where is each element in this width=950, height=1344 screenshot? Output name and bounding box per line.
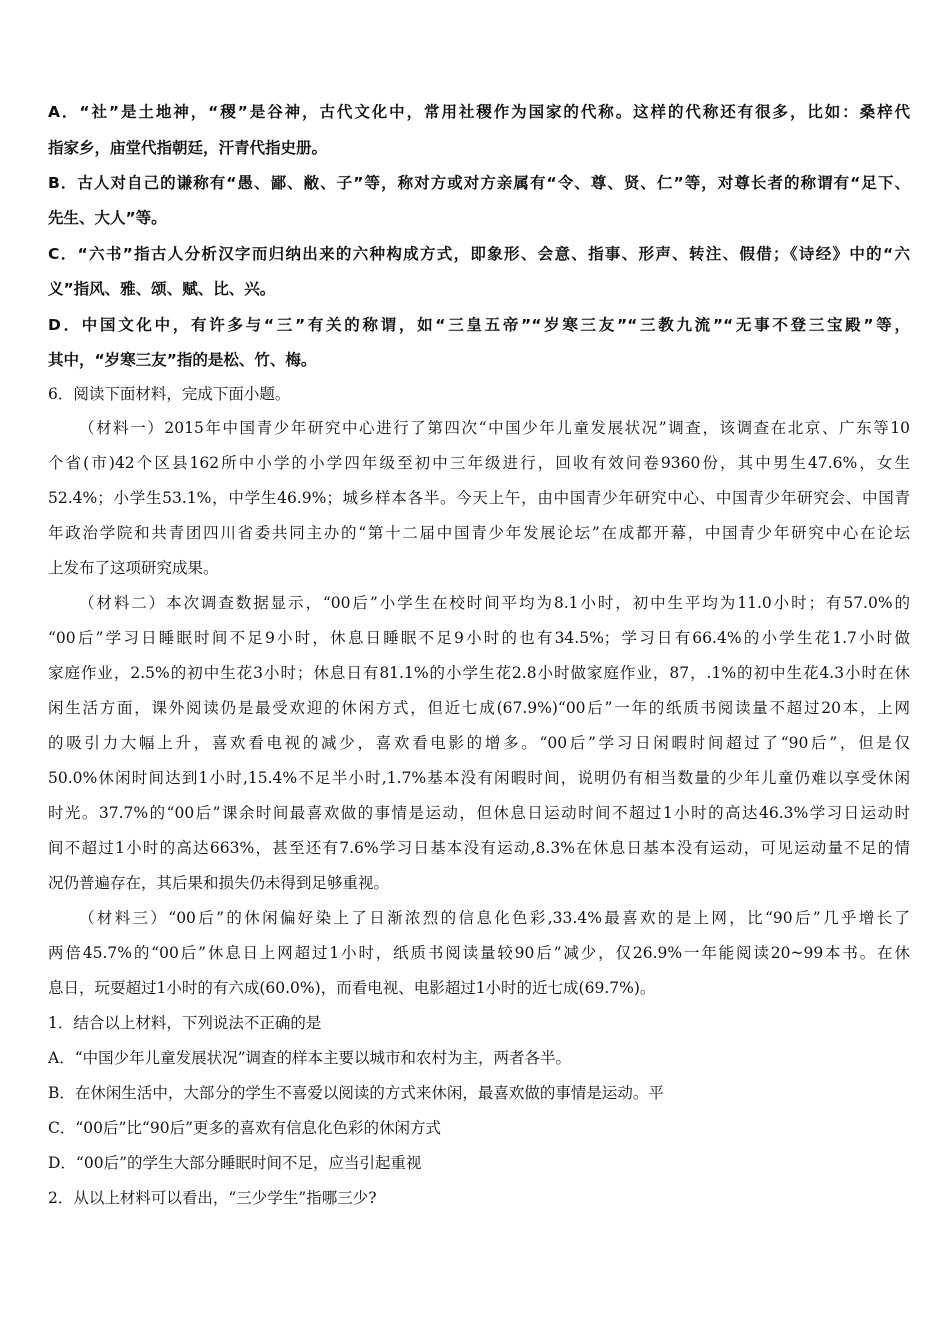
material2-line: “00后”学习日睡眠时间不足9小时，休息日睡眠不足9小时的也有34.5%；学习日有66.4%的小学生花1.7小时做 [48, 629, 910, 647]
material2-line: 时光。37.7%的“00后”课余时间最喜欢做的事情是运动，但休息日运动时间不超过1小时的高达46.3%学习日运动时 [48, 804, 910, 822]
material1-line: 个省(市)42个区县162所中小学的小学四年级至初中三年级进行，回收有效问卷9360份，其中男生47.6%，女生 [48, 454, 910, 472]
material1-line: 年政治学院和共青团四川省委共同主办的“第十二届中国青少年发展论坛”在成都开幕，中国青少年研究中心在论坛 [48, 524, 910, 542]
option-a-line-1: A．“社”是土地神，“稷”是谷神，古代文化中，常用社稷作为国家的代称。这样的代称还有很多，比如：桑梓代 [48, 103, 910, 121]
material3-line: 息日，玩耍超过1小时的有六成(60.0%)，而看电视、电影超过1小时的近七成(69.7%)。 [48, 979, 656, 997]
q1-stem: 1．结合以上材料，下列说法不正确的是 [48, 1014, 322, 1032]
option-c-line-2: 义”指风、雅、颂、赋、比、兴。 [48, 280, 276, 298]
material2-line: 家庭作业，2.5%的初中生花3小时；休息日有81.1%的小学生花2.8小时做家庭作业，87，.1%的初中生花4.3小时在休 [48, 664, 910, 682]
material3-line: （材料三）“00后”的休闲偏好染上了日渐浓烈的信息化色彩,33.4%最喜欢的是上网，比“90后”几乎增长了 [79, 909, 910, 927]
question-6-intro: 6．阅读下面材料，完成下面小题。 [48, 385, 291, 403]
material3-line: 两倍45.7%的“00后”休息日上网超过1小时，纸质书阅读量较90后”减少，仅26.9%一年能阅读20~99本书。在休 [48, 944, 910, 962]
q1-option-b: B．在休闲生活中，大部分的学生不喜爱以阅读的方式来休闲，最喜欢做的事情是运动。平 [48, 1084, 664, 1102]
material1-line: 52.4%；小学生53.1%，中学生46.9%；城乡样本各半。今天上午，由中国青少年研究中心、中国青少年研究会、中国青 [48, 489, 910, 507]
material2-line: 的吸引力大幅上升，喜欢看电视的减少，喜欢看电影的增多。“00后”学习日闲暇时间超过了“90后”，但是仅 [48, 734, 910, 752]
option-b-line-1: B．古人对自己的谦称有“愚、鄙、敝、子”等，称对方或对方亲属有“令、尊、贤、仁”等，对尊长者的称谓有“足下、 [48, 174, 910, 192]
option-d-line-1: D．中国文化中，有许多与“三”有关的称谓，如“三皇五帝”“岁寒三友”“三教九流”“无事不登三宝殿”等， [48, 316, 910, 334]
option-c-line-1: C．“六书”指古人分析汉字而归纳出来的六种构成方式，即象形、会意、指事、形声、转注、假借；《诗经》中的“六 [48, 245, 910, 263]
q2-stem: 2．从以上材料可以看出，“三少学生”指哪三少? [48, 1189, 377, 1207]
q1-option-d: D．“00后”的学生大部分睡眠时间不足，应当引起重视 [48, 1154, 422, 1172]
q1-option-a: A．“中国少年儿童发展状况”调查的样本主要以城市和农村为主，两者各半。 [48, 1049, 572, 1067]
material2-line: 况仍普遍存在，其后果和损失仍未得到足够重视。 [48, 874, 390, 892]
material2-line: 间不超过1小时的高达663%，甚至还有7.6%学习日基本没有运动,8.3%在休息日基本没有运动，可见运动量不足的情 [48, 839, 910, 857]
material1-line: （材料一）2015年中国青少年研究中心进行了第四次“中国少年儿童发展状况”调查，该调查在北京、广东等10 [79, 419, 910, 437]
material2-line: 闲生活方面，课外阅读仍是最受欢迎的休闲方式，但近七成(67.9%)“00后”一年的纸质书阅读量不超过20本，上网 [48, 699, 910, 717]
material1-line: 上发布了这项研究成果。 [48, 559, 219, 577]
material2-line: 50.0%休闲时间达到1小时,15.4%不足半小时,1.7%基本没有闲暇时间，说明仍有相当数量的少年儿童仍难以享受休闲 [48, 769, 910, 787]
option-d-line-2: 其中，“岁寒三友”指的是松、竹、梅。 [48, 351, 317, 369]
q1-option-c: C．“00后”比“90后”更多的喜欢有信息化色彩的休闲方式 [48, 1119, 442, 1137]
option-a-line-2: 指家乡，庙堂代指朝廷，汗青代指史册。 [48, 139, 328, 157]
material2-line: （材料二）本次调查数据显示，“00后”小学生在校时间平均为8.1小时，初中生平均为11.0小时；有57.0%的 [79, 594, 910, 612]
option-b-line-2: 先生、大人”等。 [48, 209, 167, 227]
